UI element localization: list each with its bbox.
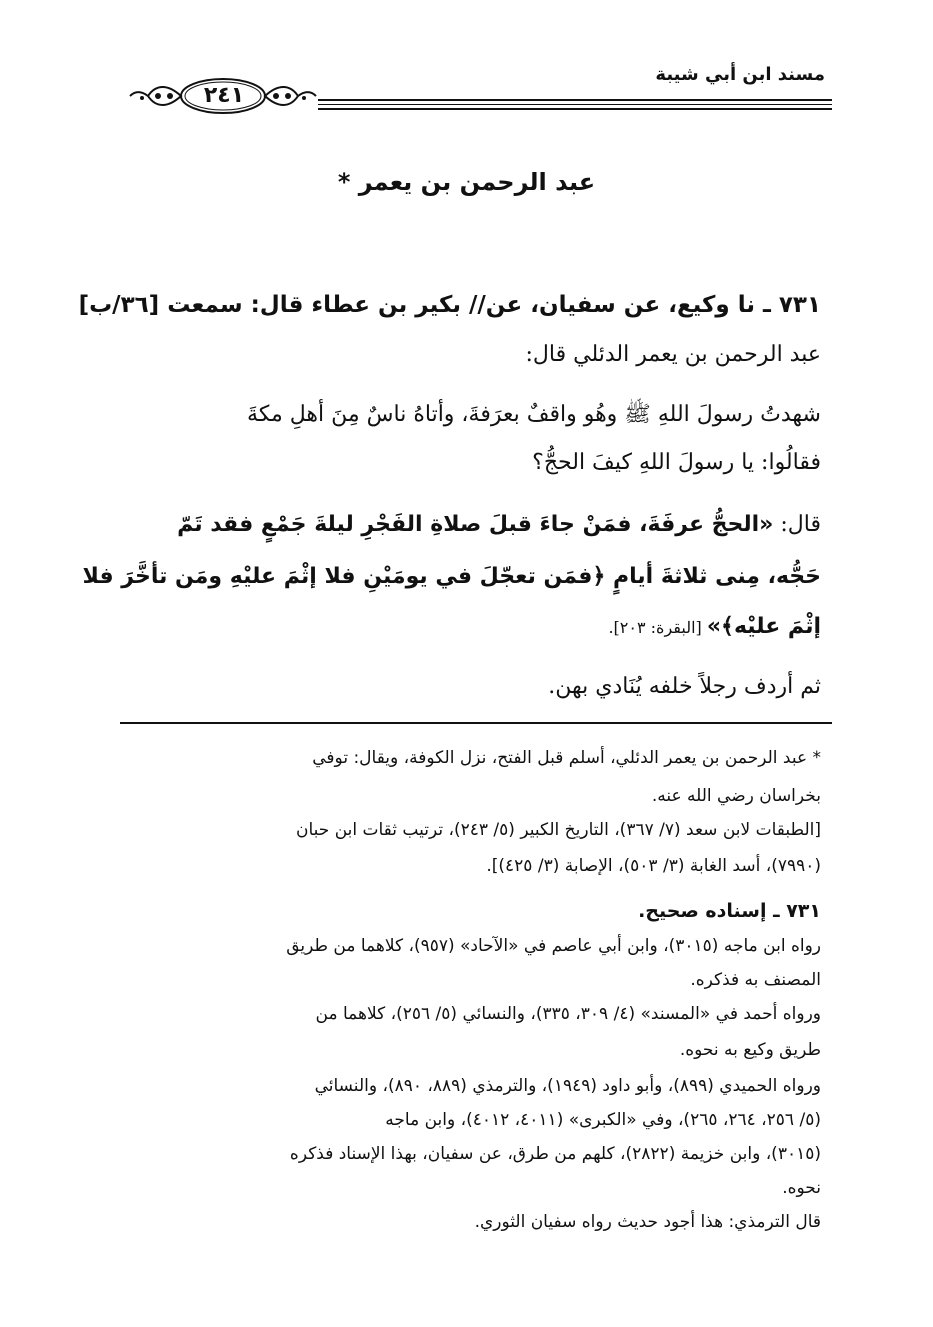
running-header-title: مسند ابن أبي شيبة	[655, 64, 825, 85]
isnad-line: عبد الرحمن بن يعمر الدئلي قال:	[525, 342, 821, 367]
footnote-line: * عبد الرحمن بن يعمر الدئلي، أسلم قبل الفتح، نزل الكوفة، ويقال: توفي	[312, 748, 821, 768]
footnote-line: نحوه.	[782, 1178, 821, 1198]
prophet-answer-text: «الحجُّ عرفَةَ، فمَنْ جاءَ قبلَ صلاةِ الفَجْرِ ليلةَ جَمْعٍ فقد تَمّ	[177, 512, 774, 537]
quran-reference: [البقرة: ٢٠٣].	[608, 618, 707, 637]
hadith-closing-line: ثم أردف رجلاً خلفه يُنَادي بهن.	[548, 674, 821, 699]
header-rule	[318, 99, 832, 101]
prophet-answer-line: حَجُّه، مِنى ثلاثةَ أيامٍ ﴿فمَن تعجّلَ في يومَيْنِ فلا إثْمَ عليْهِ ومَن تأخَّرَ فلا	[82, 564, 821, 589]
footnote-line: ورواه الحميدي (٨٩٩)، وأبو داود (١٩٤٩)، والترمذي (٨٨٩، ٨٩٠)، والنسائي	[314, 1076, 821, 1096]
footnote-line: (٧٩٩٠)، أسد الغابة (٣/ ٥٠٣)، الإصابة (٣/ ٤٢٥)].	[486, 856, 821, 876]
chapter-title: عبد الرحمن بن يعمر *	[337, 168, 596, 196]
page-number: ٢٤١	[203, 83, 245, 108]
footnote-line: (٥/ ٢٥٦، ٢٦٤، ٢٦٥)، وفي «الكبرى» (٤٠١١، ٤٠١٢)، وابن ماجه	[385, 1110, 821, 1130]
prophet-answer-line	[177, 512, 821, 537]
footnote-line: (٣٠١٥)، وابن خزيمة (٢٨٢٢)، كلهم من طرق، عن سفيان، بهذا الإسناد فذكره	[289, 1144, 821, 1164]
header-rule	[318, 108, 832, 110]
hadith-text-line: فقالُوا: يا رسولَ اللهِ كيفَ الحجُّ؟	[532, 450, 821, 475]
isnad-line	[79, 292, 821, 318]
footnote-grade: ٧٣١ ـ إسناده صحيح.	[638, 900, 821, 922]
footnote-line: بخراسان رضي الله عنه.	[651, 786, 821, 806]
footnote-line: طريق وكيع به نحوه.	[679, 1040, 821, 1060]
footnote-line: رواه ابن ماجه (٣٠١٥)، وابن أبي عاصم في «الآحاد» (٩٥٧)، كلاهما من طريق	[286, 936, 821, 956]
quran-verse: إثْمَ عليْه﴾»	[706, 614, 821, 639]
prophet-answer-line	[608, 614, 821, 639]
footnote-line: قال الترمذي: هذا أجود حديث رواه سفيان الثوري.	[474, 1212, 821, 1232]
footnote-line: ورواه أحمد في «المسند» (٤/ ٣٠٩، ٣٣٥)، والنسائي (٥/ ٢٥٦)، كلاهما من	[315, 1004, 821, 1024]
hadith-number: ٧٣١ ـ نا وكيع، عن سفيان، عن// بكير بن عطاء قال: سمعت [٣٦/ب]	[78, 292, 821, 318]
footnote-separator	[120, 722, 832, 724]
hadith-text-line: شهدتُ رسولَ اللهِ ﷺ وهُو واقفٌ بعرَفةَ، وأتاهُ ناسٌ مِنَ أهلِ مكةَ	[247, 402, 821, 427]
header-rule	[318, 104, 832, 105]
footnote-line: المصنف به فذكره.	[690, 970, 821, 990]
footnote-line: [الطبقات لابن سعد (٧/ ٣٦٧)، التاريخ الكبير (٥/ ٢٤٣)، ترتيب ثقات ابن حبان	[295, 820, 821, 840]
qala-label: قال:	[773, 512, 821, 537]
